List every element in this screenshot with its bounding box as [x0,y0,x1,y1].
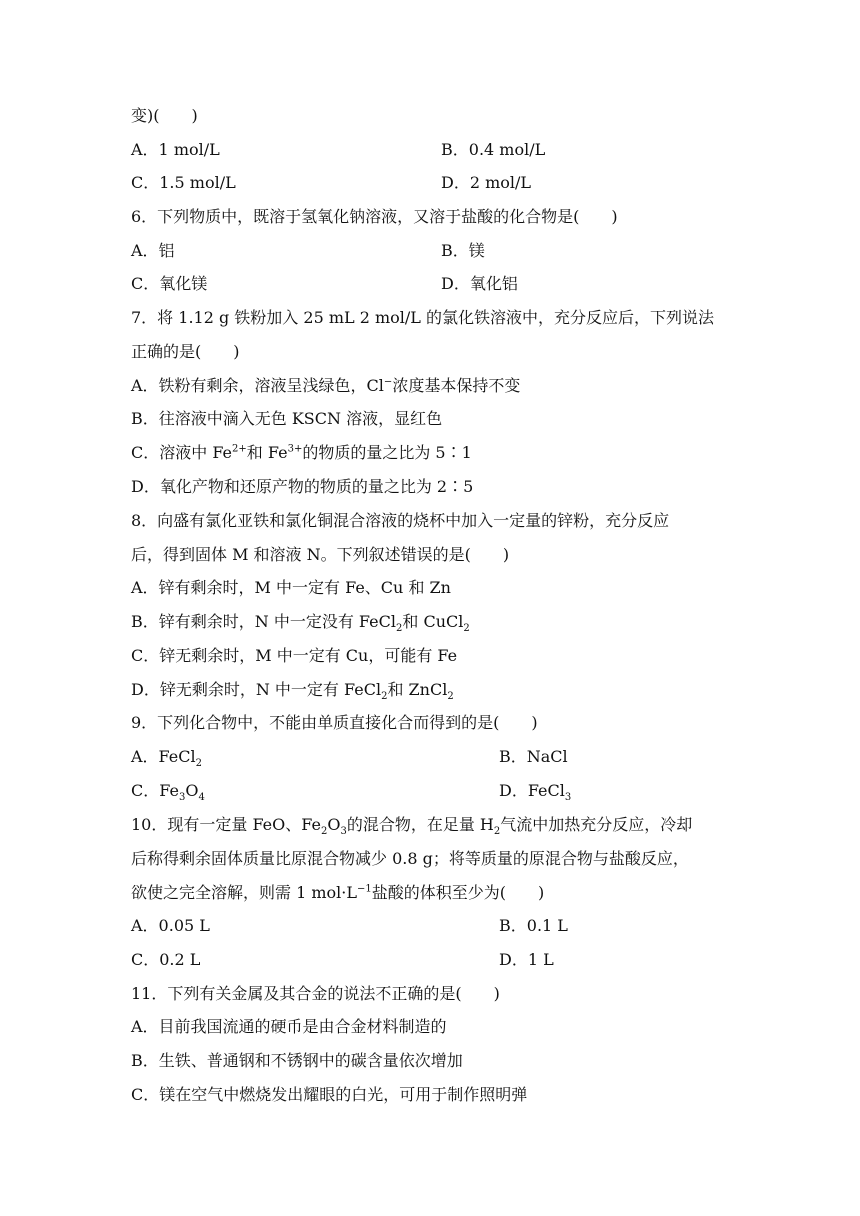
q10-stem-line1 [131,815,693,838]
q8-d-text-mid: 和 ZnCl [387,680,448,699]
q9-option-b: B．NaCl [499,747,568,766]
q8-b-text: B．锌有剩余时，N 中一定没有 FeCl [131,612,396,631]
q11-option-a: A．目前我国流通的硬币是由合金材料制造的 [131,1017,447,1036]
q8-option-c: C．锌无剩余时，M 中一定有 Cu，可能有 Fe [131,646,458,665]
q9-a-sub: 2 [195,758,202,770]
q10-option-d: D．1 L [499,950,554,969]
q9-c-sub1: 3 [178,792,186,804]
q10-l3-text-post: 盐酸的体积至少为( ) [371,883,545,902]
q5-option-d: D．2 mol/L [441,173,532,192]
q9-c-text: C．Fe [131,781,179,800]
q10-option-a: A．0.05 L [131,916,210,935]
q10-option-b: B．0.1 L [499,916,568,935]
q9-c-text-mid: O [185,781,199,800]
q8-stem-line2: 后，得到固体 M 和溶液 N。下列叙述错误的是( ) [131,545,510,564]
q8-option-b [131,612,470,635]
q5-option-c: C．1.5 mol/L [131,173,236,192]
q8-d-text: D．锌无剩余时，N 中一定有 FeCl [131,680,382,699]
q9-option-a [131,747,202,770]
q10-stem-line3 [131,883,544,903]
q7-a-sup: − [383,376,393,388]
q8-d-sub2: 2 [447,691,454,703]
q10-text-post: 气流中加热充分反应，冷却 [500,815,693,834]
q10-sub1: 2 [320,826,328,838]
q7-option-c [131,443,472,463]
q10-text-mid2: 的混合物，在足量 H [346,815,494,834]
q6-option-a: A．铝 [131,241,175,260]
q10-text-mid: O [327,815,341,834]
q7-option-b: B．往溶液中滴入无色 KSCN 溶液，显红色 [131,409,443,428]
q9-d-text: D．FeCl [499,781,565,800]
q6-option-c: C．氧化镁 [131,274,208,293]
q11-option-b: B．生铁、普通钢和不锈钢中的碳含量依次增加 [131,1051,463,1070]
q8-stem-line1: 8．向盛有氯化亚铁和氯化铜混合溶液的烧杯中加入一定量的锌粉，充分反应 [131,511,670,530]
q7-stem-line1: 7．将 1.12 g 铁粉加入 25 mL 2 mol/L 的氯化铁溶液中，充分反应后，下列说法 [131,308,715,327]
q8-b-sub1: 2 [396,623,403,635]
q7-a-text-post: 浓度基本保持不变 [392,376,521,395]
q7-option-d: D．氧化产物和还原产物的物质的量之比为 2∶5 [131,477,474,496]
q11-stem: 11．下列有关金属及其合金的说法不正确的是( ) [131,984,500,1003]
q10-sub3: 2 [493,826,501,838]
q11-option-c: C．镁在空气中燃烧发出耀眼的白光，可用于制作照明弹 [131,1085,528,1104]
q8-b-text-mid: 和 CuCl [402,612,464,631]
q8-option-d [131,680,454,703]
q8-b-sub2: 2 [463,623,470,635]
q10-stem-line2: 后称得剩余固体质量比原混合物减少 0.8 g；将等质量的原混合物与盐酸反应， [131,849,689,868]
q9-option-c [131,781,205,804]
q6-option-b: B．镁 [441,241,485,260]
q10-sub2: 3 [340,826,347,838]
q9-c-sub2: 4 [198,792,205,804]
q9-option-d [499,781,572,804]
q6-option-d: D．氧化铝 [441,274,518,293]
q10-l3-text: 欲使之完全溶解，则需 1 mol·L [131,883,357,902]
q10-l3-sup: −1 [357,883,372,895]
q5-stem-continuation: 变)( ) [131,106,198,125]
q6-stem: 6．下列物质中，既溶于氢氧化钠溶液，又溶于盐酸的化合物是( ) [131,207,618,226]
q8-option-a: A．锌有剩余时，M 中一定有 Fe、Cu 和 Zn [131,578,451,597]
q7-c-text-mid: 和 Fe [246,443,288,462]
q9-d-sub: 3 [564,792,572,804]
q7-c-text-post: 的物质的量之比为 5∶1 [302,443,472,462]
q5-option-a: A．1 mol/L [131,140,220,159]
q7-a-text: A．铁粉有剩余，溶液呈浅绿色，Cl [131,376,384,395]
q7-option-a [131,376,520,396]
q9-a-text: A．FeCl [131,747,196,766]
q7-stem-line2: 正确的是( ) [131,342,240,361]
q7-c-sup1: 2+ [232,443,247,455]
q5-option-b: B．0.4 mol/L [441,140,546,159]
q10-text: 10．现有一定量 FeO、Fe [131,815,321,834]
q9-stem: 9．下列化合物中，不能由单质直接化合而得到的是( ) [131,713,538,732]
q7-c-text: C．溶液中 Fe [131,443,233,462]
q8-d-sub1: 2 [381,691,388,703]
q10-option-c: C．0.2 L [131,950,201,969]
q7-c-sup2: 3+ [287,443,303,455]
